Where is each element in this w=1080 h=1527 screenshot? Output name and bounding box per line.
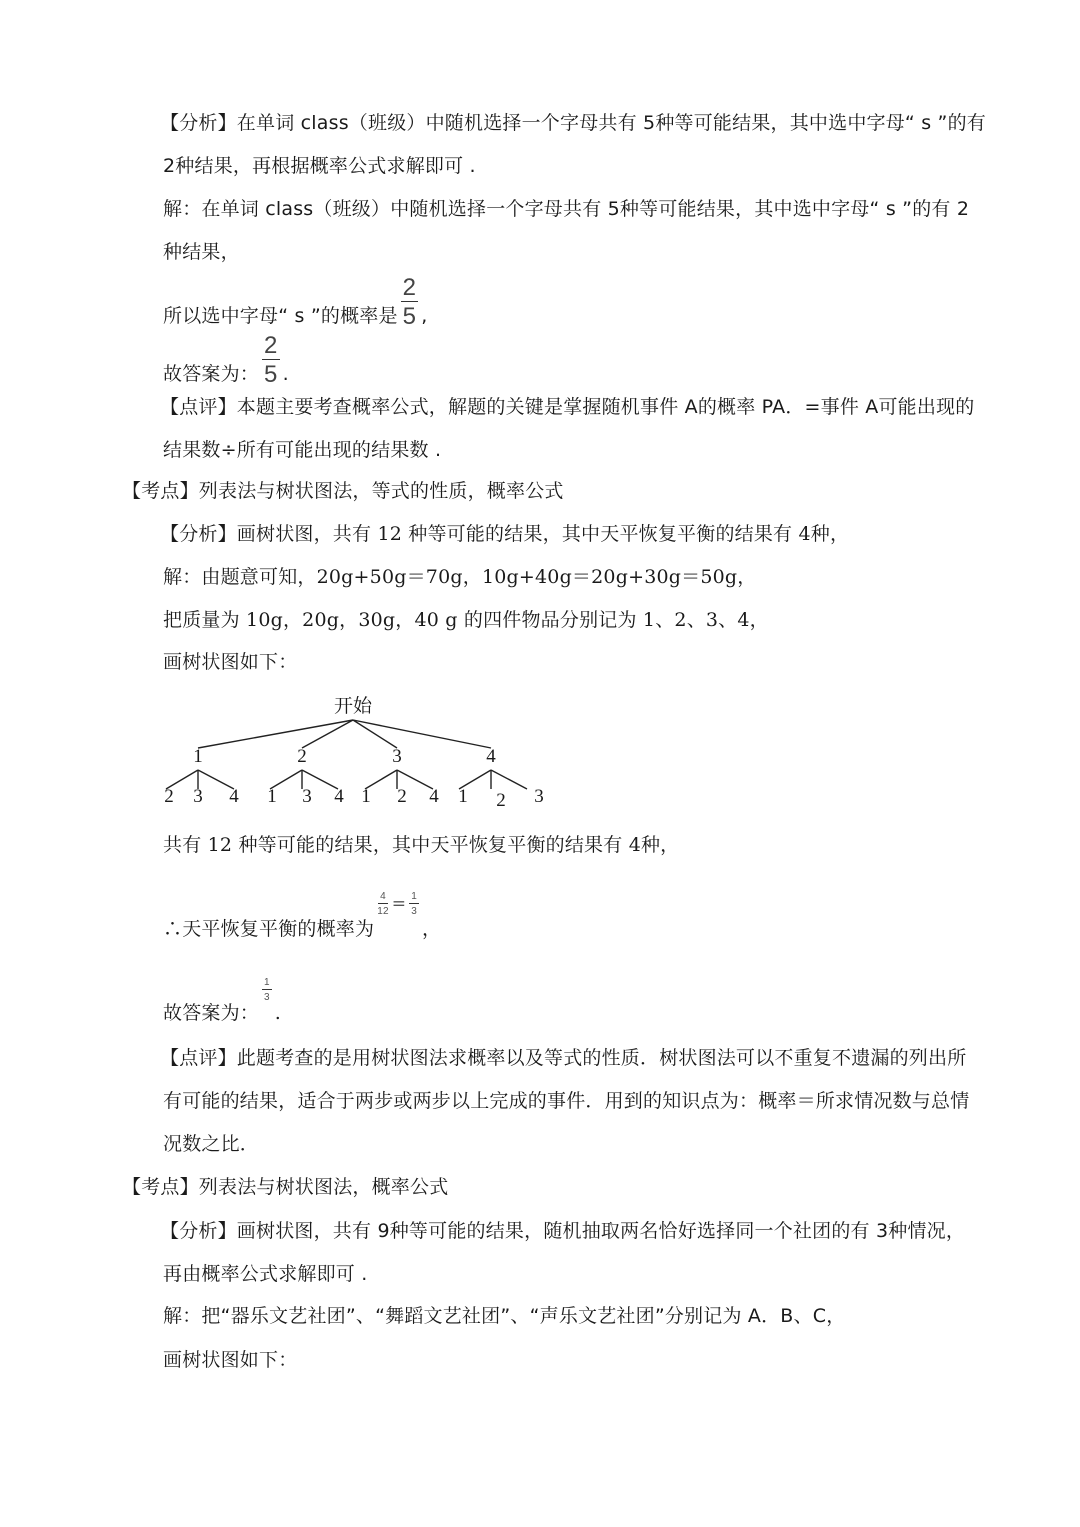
solution-line-2: 种结果， xyxy=(163,241,240,263)
equals-sign: = xyxy=(391,894,407,914)
tree-root: 开始 xyxy=(333,696,373,717)
tree-node-level2: 2 xyxy=(496,790,506,811)
fraction-denominator: 12 xyxy=(377,906,389,917)
tree-node-level2: 1 xyxy=(361,786,371,807)
fraction-numerator: 1 xyxy=(264,977,270,988)
fraction-two-fifths xyxy=(401,276,419,329)
fraction-denominator: 3 xyxy=(264,992,270,1003)
answer-fraction xyxy=(262,334,280,387)
tree-node-level2: 1 xyxy=(458,786,468,807)
tree-node-level2: 4 xyxy=(229,786,239,807)
tree-node-level2: 1 xyxy=(267,786,277,807)
analysis-line-1: 【分析】在单词 class（班级）中随机选择一个字母共有 5种等可能结果，其中选中字母“ s ”的有 xyxy=(160,112,987,134)
analysis-line: 【分析】画树状图，共有 12 种等可能的结果，其中天平恢复平衡的结果有 4种， xyxy=(160,523,850,545)
comma: , xyxy=(421,305,428,327)
result-line: 共有 12 种等可能的结果，其中天平恢复平衡的结果有 4种， xyxy=(163,834,680,856)
topic-line: 【考点】列表法与树状图法，等式的性质，概率公式 xyxy=(122,480,564,502)
answer-text: 故答案为： xyxy=(163,363,260,385)
analysis-line-2: 再由概率公式求解即可 . xyxy=(163,1263,368,1285)
therefore-text: ∴天平恢复平衡的概率为 xyxy=(163,918,375,940)
topic-line: 【考点】列表法与树状图法，概率公式 xyxy=(122,1176,449,1198)
fraction-denominator: 5 xyxy=(264,361,278,388)
answer-text: 故答案为： xyxy=(163,1002,260,1024)
fraction-one-third xyxy=(409,892,419,917)
tree-diagram xyxy=(0,690,1080,830)
fraction-denominator: 5 xyxy=(402,303,417,330)
probability-text: 所以选中字母“ s ”的概率是 xyxy=(163,305,398,327)
probability-expression xyxy=(374,892,422,917)
fraction-numerator: 2 xyxy=(402,274,417,301)
analysis-line-1: 【分析】画树状图，共有 9种等可能的结果，随机抽取两名恰好选择同一个社团的有 3种情况， xyxy=(160,1220,966,1242)
fraction-denominator: 3 xyxy=(411,906,417,917)
comma: ， xyxy=(421,918,442,940)
solution-line-1: 解：把“器乐文艺社团”、“舞蹈文艺社团”、“声乐文艺社团”分别记为 A．B、C， xyxy=(163,1305,846,1327)
tree-node-level2: 3 xyxy=(193,786,203,807)
solution-line-2: 把质量为 10g，20g，30g，40 g 的四件物品分别记为 1、2、3、4， xyxy=(163,609,769,631)
tree-node-level2: 4 xyxy=(334,786,344,807)
comment-line-1: 【点评】此题考查的是用树状图法求概率以及等式的性质．树状图法可以不重复不遗漏的列出所 xyxy=(160,1047,967,1069)
probability-statement xyxy=(163,276,427,329)
answer-statement-1 xyxy=(163,334,289,387)
comment-line-2: 有可能的结果，适合于两步或两步以上完成的事件．用到的知识点为：概率＝所求情况数与总情 xyxy=(163,1090,970,1112)
tree-node-level1: 4 xyxy=(486,746,496,767)
tree-node-level2: 2 xyxy=(397,786,407,807)
tree-node-level1: 2 xyxy=(297,746,307,767)
answer-statement-2 xyxy=(163,977,282,1024)
root-branch-edge xyxy=(198,720,353,748)
fraction-numerator: 1 xyxy=(411,891,417,902)
tree-intro: 画树状图如下： xyxy=(163,651,298,673)
tree-node-level2: 4 xyxy=(429,786,439,807)
analysis-line-2: 2种结果，再根据概率公式求解即可 . xyxy=(163,155,476,177)
comment-line-3: 况数之比． xyxy=(163,1133,260,1155)
child-edge xyxy=(491,770,527,789)
comment-line-1: 【点评】本题主要考查概率公式，解题的关键是掌握随机事件 A的概率 PA．=事件 A可能出现的 xyxy=(160,396,975,418)
tree-node-level2: 3 xyxy=(534,786,544,807)
fraction-one-third xyxy=(262,978,272,1003)
solution-line-1: 解：由题意可知，20g+50g＝70g，10g+40g＝20g+30g＝50g， xyxy=(163,566,757,588)
fraction-numerator: 4 xyxy=(380,891,386,902)
fraction-four-twelfths xyxy=(377,892,389,917)
period: . xyxy=(282,363,289,385)
comment-line-2: 结果数÷所有可能出现的结果数 . xyxy=(163,439,442,461)
therefore-statement xyxy=(163,891,442,940)
tree-node-level1: 1 xyxy=(193,746,203,767)
tree-node-level2: 2 xyxy=(164,786,174,807)
period: . xyxy=(274,1002,282,1024)
fraction-numerator: 2 xyxy=(264,332,278,359)
tree-node-level2: 3 xyxy=(302,786,312,807)
tree-node-level1: 3 xyxy=(392,746,402,767)
solution-line-1: 解：在单词 class（班级）中随机选择一个字母共有 5种等可能结果，其中选中字母“ s ”的有 2 xyxy=(163,198,970,220)
answer-fraction xyxy=(259,978,275,1003)
tree-intro: 画树状图如下： xyxy=(163,1349,298,1371)
